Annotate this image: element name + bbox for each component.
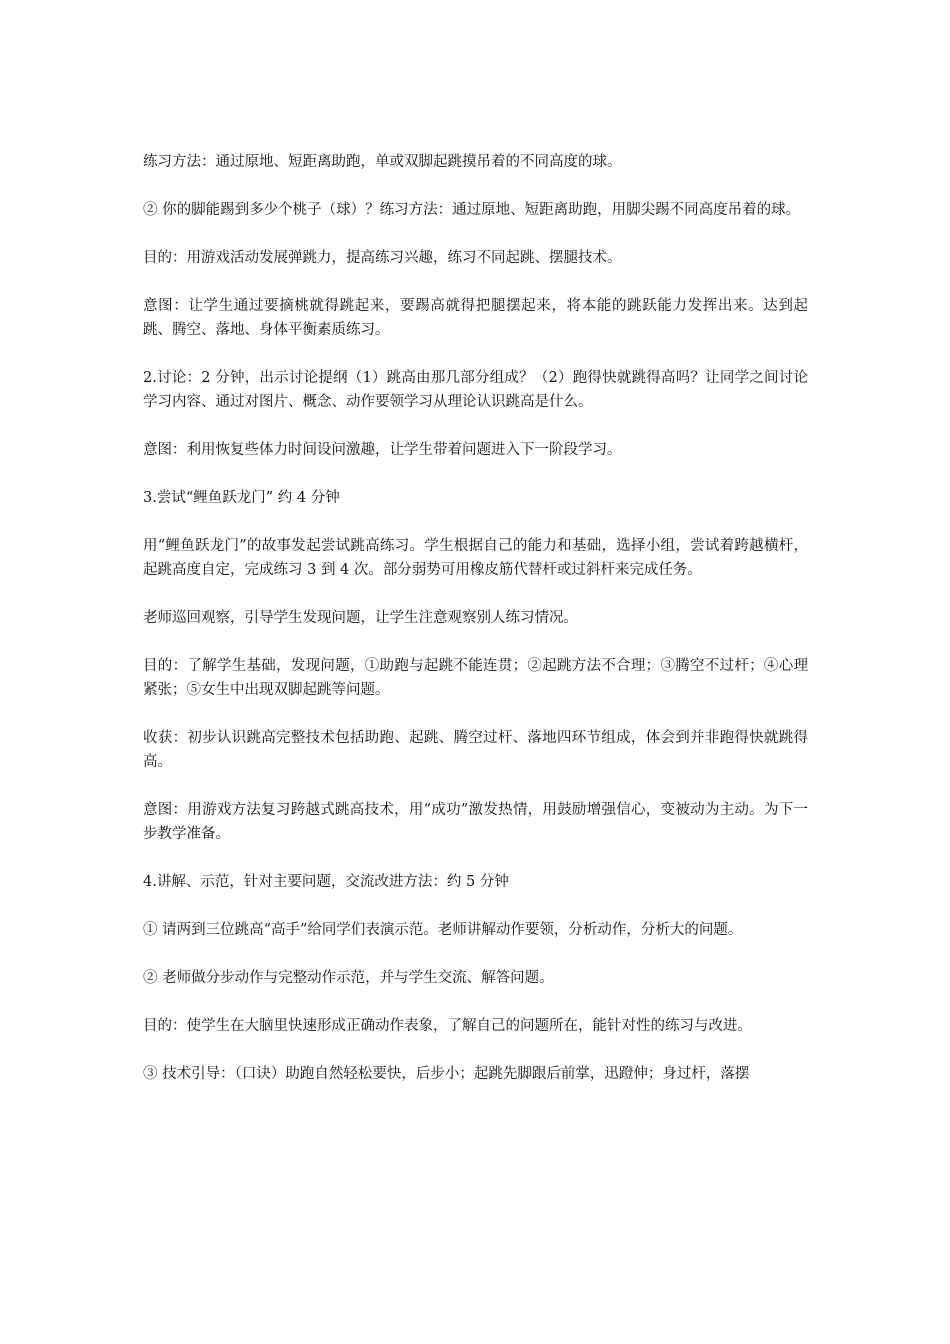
paragraph-purpose-3: 目的：使学生在大脑里快速形成正确动作表象，了解自己的问题所在，能针对性的练习与改进。 xyxy=(143,1018,752,1034)
paragraph-intent-3: 意图：用游戏方法复习跨越式跳高技术，用“成功”激发热情，用鼓励增强信心，变被动为主动。为下一步教学准备。 xyxy=(143,802,808,842)
document-body xyxy=(143,150,808,1086)
paragraph-purpose-2: 目的：了解学生基础，发现问题，①助跑与起跳不能连贯；②起跳方法不合理；③腾空不过杆；④心理紧张；⑤女生中出现双脚起跳等问题。 xyxy=(143,658,808,698)
paragraph-demo-2: ② 老师做分步动作与完整动作示范，并与学生交流、解答问题。 xyxy=(143,970,554,986)
paragraph-technique-guide: ③ 技术引导：（口诀）助跑自然轻松要快，后步小；起跳先脚跟后前掌，迅蹬伸；身过杆，落摆 xyxy=(143,1066,750,1082)
paragraph-demo-1: ① 请两到三位跳高“高手”给同学们表演示范。老师讲解动作要领，分析动作，分析大的问题。 xyxy=(143,922,743,938)
paragraph-gain: 收获：初步认识跳高完整技术包括助跑、起跳、腾空过杆、落地四环节组成，体会到并非跑得快就跳得高。 xyxy=(143,730,808,770)
paragraph-intent-1: 意图：让学生通过要摘桃就得跳起来，要踢高就得把腿摆起来，将本能的跳跃能力发挥出来。达到起跳、腾空、落地、身体平衡素质练习。 xyxy=(143,298,808,338)
paragraph-practice-method-1: 练习方法：通过原地、短距离助跑，单或双脚起跳摸吊着的不同高度的球。 xyxy=(143,154,622,170)
paragraph-section-3-heading: 3.尝试“鲤鱼跃龙门” 约 4 分钟 xyxy=(143,490,340,506)
paragraph-discussion: 2.讨论：2 分钟，出示讨论提纲（1）跳高由那几部分组成？（2）跑得快就跳得高吗？让同学之间讨论学习内容、通过对图片、概念、动作要领学习从理论认识跳高是什么。 xyxy=(143,370,808,410)
paragraph-carp-story: 用“鲤鱼跃龙门”的故事发起尝试跳高练习。学生根据自己的能力和基础，选择小组，尝试着跨越横杆，起跳高度自定，完成练习 3 到 4 次。部分弱势可用橡皮筋代替杆或过斜杆来完成任务。 xyxy=(143,538,808,578)
paragraph-section-4-heading: 4.讲解、示范，针对主要问题，交流改进方法：约 5 分钟 xyxy=(143,874,509,890)
paragraph-teacher-observe: 老师巡回观察，引导学生发现问题，让学生注意观察别人练习情况。 xyxy=(143,610,578,626)
paragraph-intent-2: 意图：利用恢复些体力时间设问激趣，让学生带着问题进入下一阶段学习。 xyxy=(143,442,622,458)
paragraph-kick-peaches: ② 你的脚能踢到多少个桃子（球）？练习方法：通过原地、短距离助跑，用脚尖踢不同高度吊着的球。 xyxy=(143,202,801,218)
paragraph-purpose-1: 目的：用游戏活动发展弹跳力，提高练习兴趣，练习不同起跳、摆腿技术。 xyxy=(143,250,622,266)
